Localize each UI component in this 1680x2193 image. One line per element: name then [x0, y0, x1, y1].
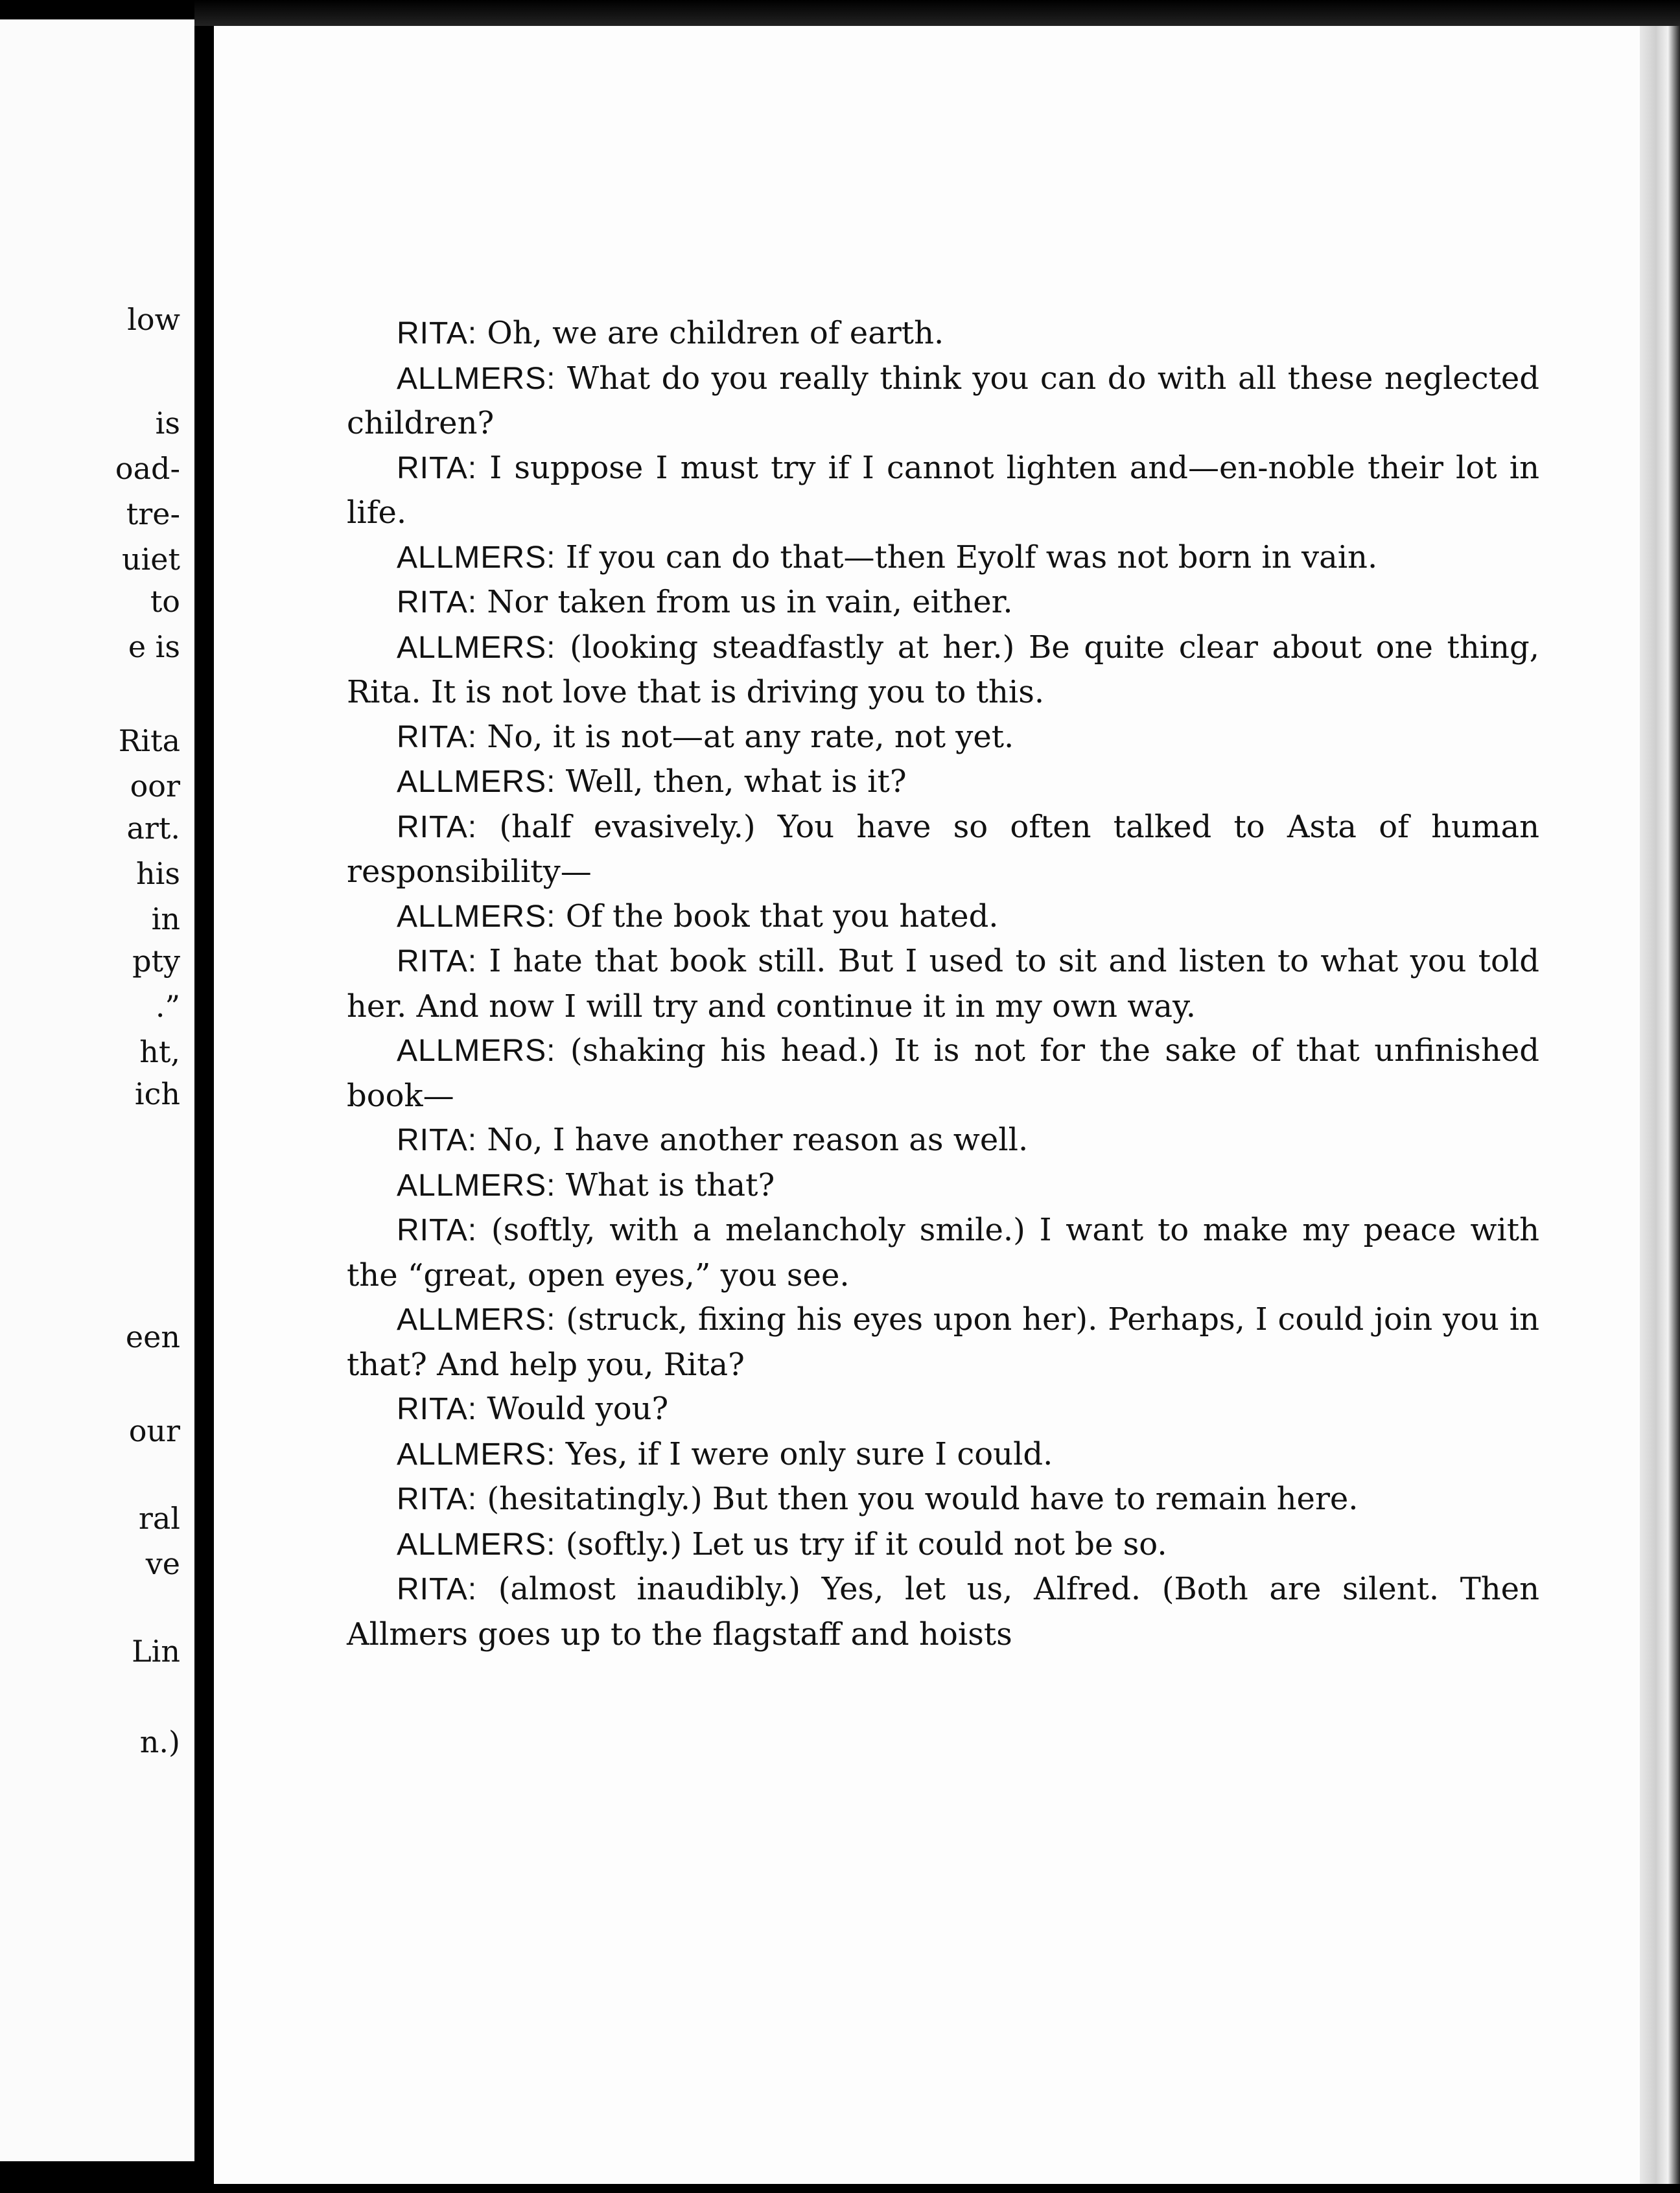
dialogue-text: (almost inaudibly.) Yes, let us, Alfred. (Both are silent. Then Allmers goes up to the flagstaff and hoists	[347, 1571, 1539, 1653]
speaker-name: RITA:	[397, 1392, 478, 1426]
left-page-fragment: our	[128, 1413, 180, 1448]
left-page-fragment: art.	[126, 811, 180, 846]
dialogue-line	[347, 894, 1539, 940]
dialogue-line	[347, 939, 1539, 1028]
dialogue-text: Well, then, what is it?	[565, 763, 907, 800]
dialogue-text: Would you?	[487, 1391, 669, 1427]
dialogue-text: No, I have another reason as well.	[487, 1122, 1029, 1158]
dialogue-line	[347, 1522, 1539, 1568]
dialogue-line	[347, 580, 1539, 625]
speaker-name: ALLMERS:	[397, 361, 556, 396]
dialogue-line	[347, 625, 1539, 715]
dialogue-text: (shaking his head.) It is not for the sake of that unfinished book—	[347, 1032, 1539, 1114]
dialogue-text: (half evasively.) You have so often talked to Asta of human responsibility—	[347, 808, 1539, 890]
dialogue-line	[347, 1432, 1539, 1478]
dialogue-text: Oh, we are children of earth.	[487, 315, 944, 351]
dialogue-line	[347, 1387, 1539, 1432]
speaker-name: RITA:	[397, 585, 478, 620]
dialogue-line	[347, 446, 1539, 535]
main-page	[214, 26, 1666, 2184]
speaker-name: ALLMERS:	[397, 540, 556, 575]
dialogue-line	[347, 760, 1539, 805]
dialogue-line	[347, 1163, 1539, 1209]
left-page-fragment: een	[125, 1319, 180, 1354]
speaker-name: ALLMERS:	[397, 765, 556, 799]
dialogue-text: I suppose I must try if I cannot lighten and—en-noble their lot in life.	[347, 449, 1539, 531]
dialogue-text: No, it is not—at any rate, not yet.	[487, 718, 1014, 755]
left-page-fragment: tre-	[126, 496, 180, 531]
dialogue-text: Of the book that you hated.	[565, 898, 999, 934]
dialogue-text: (looking steadfastly at her.) Be quite clear about one thing, Rita. It is not love that is driving you to this.	[347, 629, 1539, 710]
speaker-name: ALLMERS:	[397, 1034, 556, 1068]
dialogue-text: (hesitatingly.) But then you would have to remain here.	[487, 1481, 1359, 1517]
left-page-fragment: pty	[132, 944, 180, 979]
dialogue-text: (softly, with a melancholy smile.) I want to make my peace with the “great, open eyes,” you see.	[347, 1212, 1539, 1294]
top-dark-strip	[194, 0, 1680, 26]
dialogue-line	[347, 715, 1539, 760]
left-page-fragment: his	[136, 856, 180, 891]
left-page-fragment: to	[150, 584, 180, 619]
dialogue-text: Nor taken from us in vain, either.	[487, 584, 1013, 620]
speaker-name: ALLMERS:	[397, 630, 556, 665]
left-page-fragment: uiet	[121, 542, 180, 577]
left-page-fragment: low	[127, 302, 180, 337]
dialogue-text: Yes, if I were only sure I could.	[565, 1435, 1053, 1472]
left-page-fragment: n.)	[139, 1724, 180, 1759]
speaker-name: RITA:	[397, 1572, 478, 1607]
speaker-name: ALLMERS:	[397, 1168, 556, 1203]
left-page-fragment: in	[151, 901, 180, 936]
speaker-name: RITA:	[397, 1213, 478, 1247]
left-page-fragment: Lin	[132, 1634, 180, 1669]
dialogue-line	[347, 1028, 1539, 1118]
dialogue-line	[347, 1477, 1539, 1522]
dialogue-text: (struck, fixing his eyes upon her). Perhaps, I could join you in that? And help you, Rita?	[347, 1301, 1539, 1383]
page-edge-shadow	[1640, 26, 1680, 2184]
left-page-fragment: ve	[145, 1546, 180, 1581]
left-page-fragment: ral	[138, 1501, 180, 1536]
speaker-name: RITA:	[397, 1123, 478, 1157]
speaker-name: ALLMERS:	[397, 1527, 556, 1562]
speaker-name: RITA:	[397, 809, 478, 844]
dialogue-text: What is that?	[565, 1166, 775, 1203]
dialogue-text: What do you really think you can do with all these neglected children?	[347, 360, 1540, 441]
dialogue-line	[347, 1118, 1539, 1163]
left-page-fragment: ht,	[139, 1034, 180, 1069]
speaker-name: RITA:	[397, 719, 478, 754]
play-dialogue	[347, 311, 1539, 1656]
dialogue-line	[347, 1297, 1539, 1387]
left-page-fragment: is	[155, 406, 180, 441]
dialogue-line	[347, 356, 1539, 446]
dialogue-line	[347, 805, 1539, 894]
left-page-fragment: oad-	[115, 451, 180, 486]
speaker-name: ALLMERS:	[397, 1303, 556, 1337]
speaker-name: ALLMERS:	[397, 899, 556, 934]
speaker-name: RITA:	[397, 450, 478, 485]
left-page-fragment: oor	[130, 769, 180, 804]
dialogue-line	[347, 535, 1539, 581]
left-page-fragment: ich	[134, 1076, 180, 1111]
dialogue-text: If you can do that—then Eyolf was not born in vain.	[565, 539, 1378, 575]
left-page-fragment: Rita	[118, 723, 180, 758]
dialogue-line	[347, 1208, 1539, 1297]
dialogue-text: I hate that book still. But I used to sit and listen to what you told her. And now I will try and continue it in my own way.	[347, 943, 1539, 1025]
left-page-fragment: e is	[128, 629, 180, 664]
speaker-name: RITA:	[397, 944, 478, 979]
left-page-fragment: .”	[155, 989, 180, 1024]
speaker-name: RITA:	[397, 316, 478, 351]
speaker-name: RITA:	[397, 1482, 478, 1516]
dialogue-line	[347, 1567, 1539, 1656]
left-facing-page	[0, 19, 194, 2161]
dialogue-line	[347, 311, 1539, 356]
dialogue-text: (softly.) Let us try if it could not be so.	[565, 1526, 1167, 1562]
speaker-name: ALLMERS:	[397, 1437, 556, 1472]
